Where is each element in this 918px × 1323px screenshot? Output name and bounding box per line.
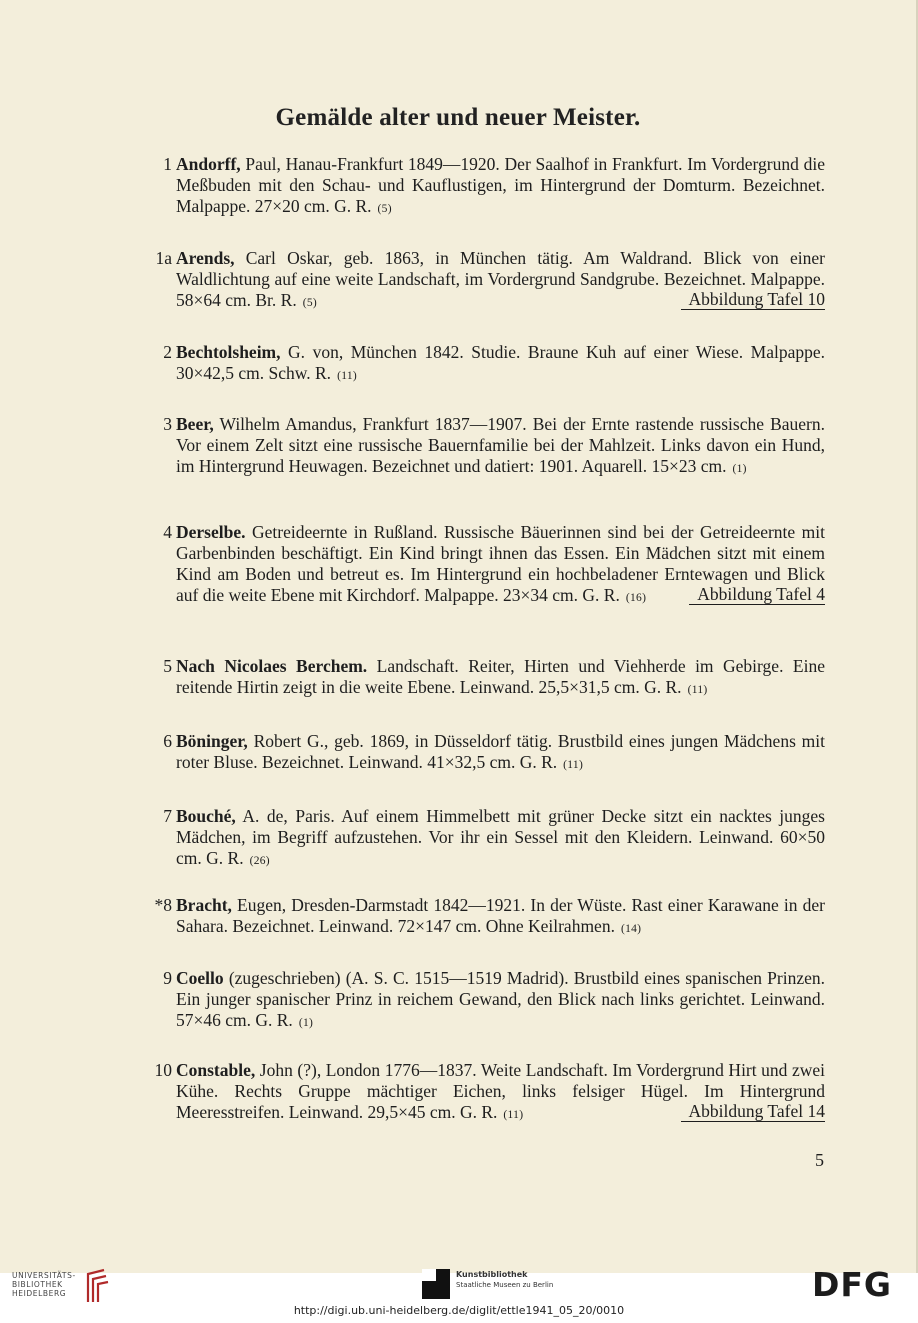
university-line: UNIVERSITÄTS- [12, 1271, 76, 1280]
artist-name: Bracht, [176, 895, 232, 915]
lot-number: 7 [163, 806, 172, 826]
entry-text [176, 968, 825, 1034]
entry-text [176, 1060, 825, 1126]
entry-description: G. von, München 1842. Studie. Braune Kuh auf einer Wiese. Malpappe. 30×42,5 cm. Schw. R. [176, 342, 825, 383]
entry-text [176, 154, 825, 220]
lot-code: (26) [249, 855, 270, 867]
entry-description: Eugen, Dresden-Darmstadt 1842—1921. In der Wüste. Rast einer Karawane in der Sahara. Bezeichnet. Leinwand. 72×147 cm. Ohne Keilrahmen. [176, 895, 826, 936]
entry-text [176, 342, 825, 387]
plate-reference: Abbildung Tafel 10 [681, 290, 826, 310]
lot-code: (1) [732, 463, 747, 475]
entry-text [176, 895, 825, 940]
kunstbibliothek-logo-icon [422, 1269, 450, 1299]
entry-description: A. de, Paris. Auf einem Himmelbett mit grüner Decke sitzt ein nacktes junges Mädchen, im Begriff aufzustehen. Vor ihr ein Sessel mit den Kleidern. Leinwand. 60×50 cm. G. R. [176, 806, 825, 868]
lot-number: 5 [163, 656, 172, 676]
entry-text [176, 656, 825, 701]
lot-number: 9 [163, 968, 172, 988]
entry-description: Wilhelm Amandus, Frankfurt 1837—1907. Bei der Ernte rastende russische Bauern. Vor einem Zelt sitzt eine russische Bauernfamilie bei der Mahlzeit. Links davon ein Hund, im Hintergrund Heuwagen. Bezeichnet und datiert: 1901. Aquarell. 15×23 cm. [176, 414, 825, 476]
lot-number: 4 [163, 522, 172, 542]
artist-name: Bouché, [176, 806, 236, 826]
lot-code: (11) [503, 1109, 524, 1121]
lot-code: (11) [563, 759, 584, 771]
university-line: HEIDELBERG [12, 1289, 67, 1298]
lot-code: (1) [298, 1017, 314, 1029]
source-url[interactable]: http://digi.ub.uni-heidelberg.de/diglit/ettle1941_05_20/0010 [293, 1304, 625, 1317]
lot-number: 2 [163, 342, 172, 362]
kunstbibliothek-label [456, 1270, 553, 1290]
university-logo-icon [84, 1266, 110, 1306]
artist-name: Nach Nicolaes Berchem. [176, 656, 368, 676]
entry-description: Paul, Hanau-Frankfurt 1849—1920. Der Saalhof in Frankfurt. Im Vordergrund die Meßbuden mit den Schau- und Kauflustigen, im Hintergrund der Domturm. Bezeichnet. Malpappe. 27×20 cm. G. R. [176, 154, 825, 216]
lot-number: 10 [154, 1060, 172, 1080]
page-title: Gemälde alter und neuer Meister. [275, 104, 641, 131]
artist-name: Beer, [176, 414, 214, 434]
page-number: 5 [815, 1150, 824, 1170]
library-name: Kunstbibliothek [456, 1270, 528, 1279]
library-subtitle: Staatliche Museen zu Berlin [456, 1281, 554, 1289]
lot-number: 1 [163, 154, 172, 174]
lot-code: (11) [687, 684, 708, 696]
entry-description: John (?), London 1776—1837. Weite Landschaft. Im Vordergrund Hirt und zwei Kühe. Rechts Gruppe mächtiger Eichen, links felsiger Hügel. Im Hintergrund Meeresstreifen. Leinwand. 29,5×45 cm. G. R. [176, 1060, 825, 1122]
entry-description: Robert G., geb. 1869, in Düsseldorf tätig. Brustbild eines jungen Mädchens mit roter Bluse. Bezeichnet. Leinwand. 41×32,5 cm. G. R. [176, 731, 825, 772]
lot-number: *8 [154, 895, 172, 915]
lot-number: 6 [163, 731, 172, 751]
entry-text [176, 731, 825, 776]
lot-number: 1a [155, 248, 172, 268]
lot-code: (14) [620, 923, 642, 935]
plate-reference: Abbildung Tafel 14 [681, 1102, 826, 1122]
artist-name: Andorff, [176, 154, 241, 174]
plate-reference: Abbildung Tafel 4 [689, 585, 825, 605]
artist-name: Derselbe. [176, 522, 246, 542]
entry-description: Carl Oskar, geb. 1863, in München tätig. Am Waldrand. Blick von einer Waldlichtung auf eine weite Landschaft, im Vordergrund Sandgrube. Bezeichnet. Malpappe. 58×64 cm. Br. R. [176, 248, 825, 310]
entry-text [176, 248, 825, 314]
lot-code: (16) [625, 592, 647, 604]
dfg-logo: DFG [812, 1265, 893, 1304]
entry-text [176, 414, 825, 480]
artist-name: Constable, [176, 1060, 256, 1080]
lot-code: (11) [337, 370, 357, 382]
artist-name: Arends, [176, 248, 235, 268]
university-library-label [12, 1271, 76, 1298]
entry-description: Landschaft. Reiter, Hirten und Viehherde im Gebirge. Eine reitende Hirtin zeigt in die weite Ebene. Leinwand. 25,5×31,5 cm. G. R. [176, 656, 825, 697]
entry-description: (zugeschrieben) (A. S. C. 1515—1519 Madrid). Brustbild eines spanischen Prinzen. Ein junger spanischer Prinz in reichem Gewand, den Blick nach links gerichtet. Leinwand. 57×46 cm. G. R. [176, 968, 825, 1030]
entry-text [176, 522, 825, 609]
artist-name: Coello [176, 968, 224, 988]
lot-code: (5) [377, 203, 392, 215]
university-line: BIBLIOTHEK [12, 1280, 63, 1289]
lot-code: (5) [302, 297, 318, 309]
entry-description: Getreideernte in Rußland. Russische Bäuerinnen sind bei der Getreideernte mit Garbenbinden beschäftigt. Ein Kind bringt ihnen das Essen. Ein Mädchen sitzt mit einem Kind am Boden und betreut es. Im Hintergrund ein hochbeladener Erntewagen und Blick auf die weite Ebene mit Kirchdorf. Malpappe. 23×34 cm. G. R. [176, 522, 826, 605]
lot-number: 3 [163, 414, 172, 434]
entry-text [176, 806, 825, 872]
artist-name: Böninger, [176, 731, 248, 751]
artist-name: Bechtolsheim, [176, 342, 281, 362]
